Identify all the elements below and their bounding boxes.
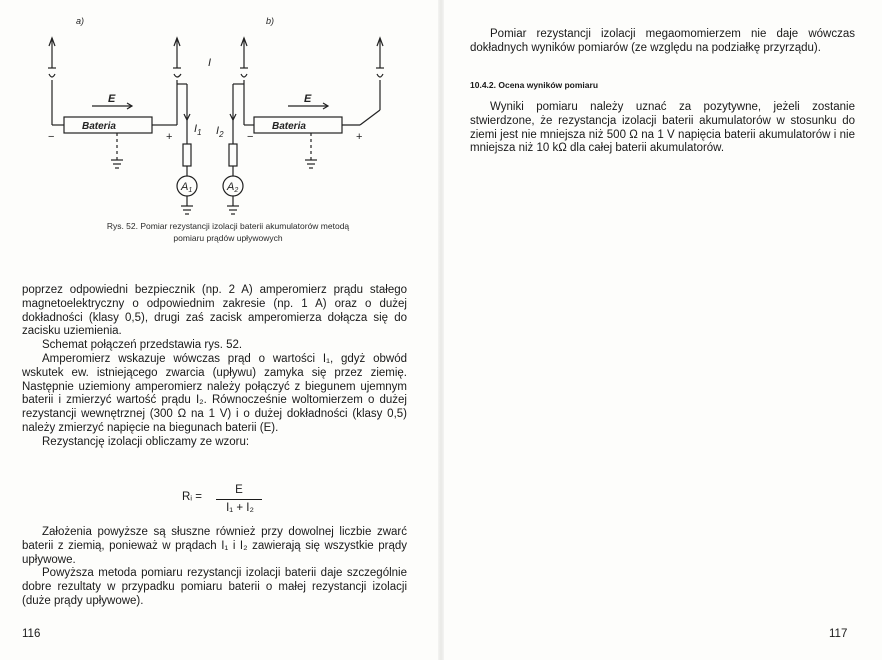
right-intro-text	[470, 28, 855, 56]
paragraph: Wyniki pomiaru należy uznać za pozytywne, jeżeli zostanie stwierdzone, że rezystancja izolacji baterii akumulatorów w stosunku do ziemi jest nie mniejsza niż 500 Ω na 1 V napięcia baterii akumulatorów i nie mniejsza niż 10 kΩ dla całej baterii akumulatorów.	[470, 101, 855, 155]
paragraph: Rezystancję izolacji obliczamy ze wzoru:	[42, 435, 250, 448]
label-b: b)	[266, 16, 275, 26]
plus-sign-a: +	[166, 131, 173, 143]
paragraph: Założenia powyższe są słuszne również przy dowolnej liczbie zwarć baterii z ziemią, ponieważ w prądach I₁ i I₂ zawierają się wszystkie prądy upływowe.	[22, 526, 407, 566]
minus-sign-a: −	[48, 131, 55, 143]
ammeter-a2-label: A2	[227, 181, 239, 194]
right-section-text	[470, 101, 855, 156]
page-number-right: 117	[829, 628, 848, 640]
right-page	[441, 0, 882, 660]
label-i2: $I_2$	[216, 125, 224, 139]
label-i1: $I_1$	[194, 123, 202, 137]
battery-label-b: Bateria	[272, 121, 306, 132]
paragraph: Pomiar rezystancji izolacji megaomomierzem nie daje wówczas dokładnych wyników pomiarów (ze względu na podziałkę przyrządu).	[470, 28, 855, 54]
label-current-i: I	[208, 57, 212, 69]
paragraph: poprzez odpowiedni bezpiecznik (np. 2 A) amperomierz prądu stałego magnetoelektryczny o odpowiednim zakresie (np. 1 A) oraz o dużej dokładności (klasy 0,5), drugi zaś zacisk amperomierza dołącza się do zacisku uziemienia.	[22, 284, 407, 338]
battery-label-a: Bateria	[82, 121, 116, 132]
formula-lhs: Rᵢ =	[182, 491, 203, 503]
label-e-right: E	[304, 93, 312, 105]
caption-line-2: pomiaru prądów upływowych	[173, 233, 283, 243]
fuse-b	[229, 144, 237, 166]
fuse-a	[183, 144, 191, 166]
ammeter-a1-label: A1	[181, 181, 193, 194]
formula-numerator: E	[235, 484, 243, 496]
fraction-bar	[216, 499, 262, 500]
label-e-left: E	[108, 93, 116, 105]
paragraph: Schemat połączeń przedstawia rys. 52.	[42, 339, 243, 352]
plus-sign-b: +	[356, 131, 363, 143]
figure-52	[30, 10, 420, 220]
section-heading: 10.4.2. Ocena wyników pomiaru	[470, 80, 599, 90]
figure-caption	[48, 220, 408, 244]
left-body-text-continued	[22, 526, 407, 609]
resistance-formula	[180, 484, 270, 514]
paragraph: Powyższa metoda pomiaru rezystancji izolacji baterii daje szczególnie dobre rezultaty w przypadku pomiaru baterii o małej rezystancji izolacji (duże prądy upływowe).	[22, 567, 407, 607]
paragraph: Amperomierz wskazuje wówczas prąd o wartości I₁, gdyż obwód wskutek ew. istniejącego zwarcia (upływu) zamyka się przez ziemię. Następnie uziemiony amperomierz należy połączyć z biegunem ujemnym baterii i zmierzyć wartość prądu I₂. Równocześnie woltomierzem o dużej rezystancji wewnętrznej (300 Ω na 1 V) i o dużej dokładności (klasy 0,5) należy zmierzyć napięcie na biegunach baterii (E).	[22, 352, 407, 434]
minus-sign-b: −	[247, 131, 254, 143]
formula-denominator: I₁ + I₂	[226, 502, 254, 514]
left-body-text	[22, 284, 407, 450]
label-a: a)	[76, 16, 85, 26]
page-number-left: 116	[22, 628, 41, 640]
caption-line-1: Rys. 52. Pomiar rezystancji izolacji baterii akumulatorów metodą	[106, 221, 350, 231]
